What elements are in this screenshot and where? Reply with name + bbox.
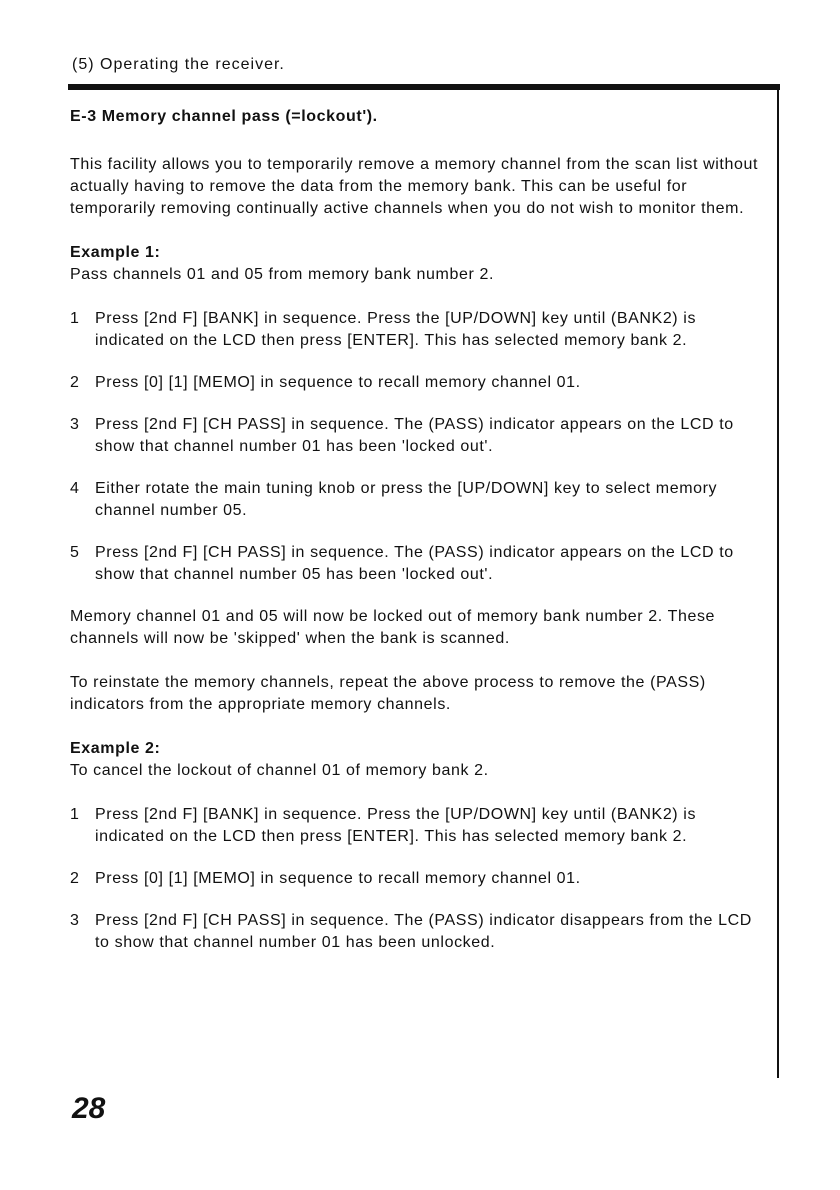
example-1-title: Example 1: <box>70 244 161 261</box>
reinstate-paragraph: To reinstate the memory channels, repeat the above process to remove the (PASS) indicators from the appropriate memory channels. <box>70 674 706 713</box>
step-text: Press [0] [1] [MEMO] in sequence to recall memory channel 01. <box>95 870 581 887</box>
running-header: (5) Operating the receiver. <box>72 56 285 73</box>
step-text: Press [2nd F] [CH PASS] in sequence. The (PASS) indicator appears on the LCD to show that channel number 05 has been 'locked out'. <box>95 544 734 583</box>
example-2-step <box>70 868 760 890</box>
step-text: Press [0] [1] [MEMO] in sequence to recall memory channel 01. <box>95 374 581 391</box>
example-1-step <box>70 308 760 352</box>
example-2-title: Example 2: <box>70 740 161 757</box>
step-text: Either rotate the main tuning knob or press the [UP/DOWN] key to select memory channel number 05. <box>95 480 718 519</box>
step-text: Press [2nd F] [CH PASS] in sequence. The (PASS) indicator appears on the LCD to show that channel number 01 has been 'locked out'. <box>95 416 734 455</box>
step-text: Press [2nd F] [BANK] in sequence. Press the [UP/DOWN] key until (BANK2) is indicated on the LCD then press [ENTER]. This has selected memory bank 2. <box>95 310 697 349</box>
example-2-step <box>70 910 760 954</box>
example-1-step <box>70 372 760 394</box>
step-number: 4 <box>70 480 80 497</box>
step-number: 2 <box>70 870 80 887</box>
step-number: 2 <box>70 374 80 391</box>
page-number: 28 <box>72 1092 106 1125</box>
example-1-step <box>70 414 760 458</box>
step-number: 3 <box>70 912 80 929</box>
step-number: 5 <box>70 544 80 561</box>
page-content <box>70 106 760 974</box>
example-2-step <box>70 804 760 848</box>
margin-rule <box>777 86 779 1078</box>
step-text: Press [2nd F] [CH PASS] in sequence. The (PASS) indicator disappears from the LCD to show that channel number 01 has been unlocked. <box>95 912 752 951</box>
step-text: Press [2nd F] [BANK] in sequence. Press the [UP/DOWN] key until (BANK2) is indicated on the LCD then press [ENTER]. This has selected memory bank 2. <box>95 806 697 845</box>
example-2-description: To cancel the lockout of channel 01 of memory bank 2. <box>70 762 489 779</box>
step-number: 3 <box>70 416 80 433</box>
section-heading: E-3 Memory channel pass (=lockout'). <box>70 108 378 125</box>
step-number: 1 <box>70 806 80 823</box>
example-1-description: Pass channels 01 and 05 from memory bank number 2. <box>70 266 494 283</box>
step-number: 1 <box>70 310 80 327</box>
header-rule <box>68 84 780 90</box>
intro-paragraph: This facility allows you to temporarily remove a memory channel from the scan list without actually having to remove the data from the memory bank. This can be useful for temporarily removing continually active channels when you do not wish to monitor them. <box>70 156 759 217</box>
summary-paragraph: Memory channel 01 and 05 will now be locked out of memory bank number 2. These channels will now be 'skipped' when the bank is scanned. <box>70 608 716 647</box>
example-1-step <box>70 478 760 522</box>
example-1-step <box>70 542 760 586</box>
